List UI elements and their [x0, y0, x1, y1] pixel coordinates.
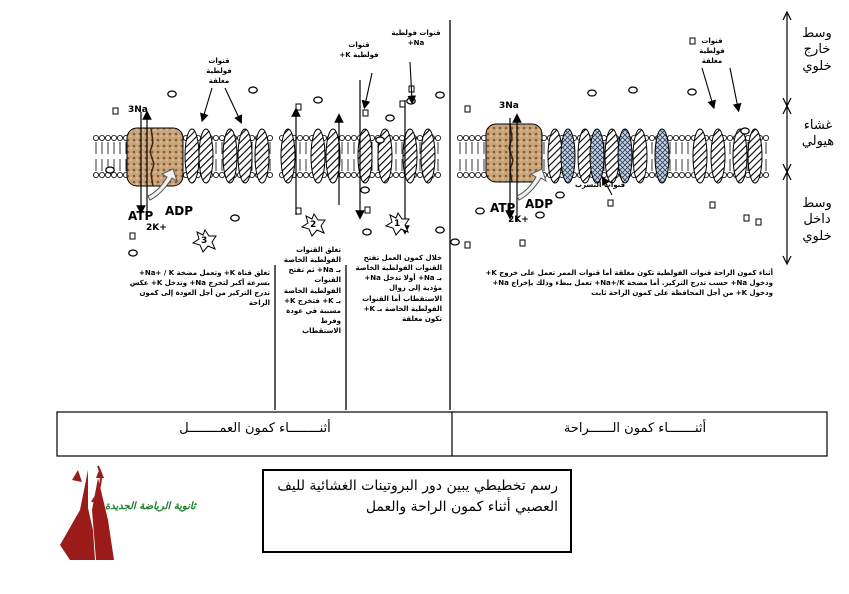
lipid-head: [99, 135, 104, 140]
label-gated-closed-right: قنوات فولطية مغلقة: [699, 37, 725, 66]
lipid-head: [457, 172, 462, 177]
ion-square: [113, 108, 118, 114]
ion-oval: [436, 92, 444, 98]
step-2-number: 2: [310, 220, 317, 230]
lipid-head: [117, 135, 122, 140]
lipid-head: [727, 172, 732, 177]
lipid-head: [345, 172, 350, 177]
lipid-head: [297, 135, 302, 140]
lipid-head: [475, 172, 480, 177]
ion-square: [520, 240, 525, 246]
lipid-head: [727, 135, 732, 140]
ion-oval: [231, 215, 239, 221]
k2-label-right: 2K+: [508, 215, 529, 225]
lipid-head: [219, 172, 224, 177]
gated-channel: [605, 129, 619, 183]
lipid-head: [417, 135, 422, 140]
lipid-head: [105, 135, 110, 140]
ion-oval: [106, 167, 114, 173]
description-rest: أثناء كمون الراحة قنوات الفولطية تكون مغلقة أما قنوات الممر تعمل على خروج K+ ودخول Na+ حسب تدرج التركيز. أما مضخة Na+/K+ تعمل ببطء وذلك بإخراج Na+ ودخول K+ من أجل المحافظة على كمون الراحة ثابت: [485, 269, 773, 298]
lipid-head: [435, 172, 440, 177]
gated-channel: [311, 129, 325, 183]
ion-oval: [476, 208, 484, 214]
gated-channel: [421, 129, 435, 183]
ion-square: [296, 208, 301, 214]
lipid-head: [393, 172, 398, 177]
description-step-2: تغلق القنوات الفولطية الخاصة بـ Na+ ثم تفتح القنوات الفولطية الخاصة بـ K+ فتخرج K+ مسببة في عودة وفرط الاستقطاب: [283, 246, 341, 336]
ion-square: [608, 200, 613, 206]
description-step-3: تغلق قناة K+ وتعمل مضخة Na+ / K+ بسرعة أكبر لتخرج Na+ وتدخل K+ عكس تدرج التركيز من أجل العودة إلى كمون الراحة: [129, 269, 270, 308]
lipid-head: [303, 172, 308, 177]
lipid-head: [213, 135, 218, 140]
zone-membrane-label: غشاء هيولي: [801, 118, 835, 150]
ion-square: [400, 101, 405, 107]
label-k-gated: قنوات فولطية K+: [339, 41, 379, 60]
lipid-head: [351, 135, 356, 140]
gated-channel: [633, 129, 647, 183]
lipid-head: [417, 172, 422, 177]
gated-channel: [326, 129, 340, 183]
zone-inside-label: وسط داخل خلوي: [802, 196, 832, 244]
step-1-number: 1: [394, 219, 401, 229]
ion-oval: [588, 90, 596, 96]
gated-channel: [733, 129, 747, 183]
lipid-head: [213, 172, 218, 177]
lipid-head: [463, 135, 468, 140]
adp-label-left: ADP: [165, 204, 194, 218]
ion-oval: [314, 97, 322, 103]
k2-label-left: 2K+: [146, 223, 167, 233]
label-gated-closed-left: قنوات فولطية مغلقة: [206, 57, 232, 86]
lipid-head: [393, 135, 398, 140]
gated-channel: [711, 129, 725, 183]
lipid-head: [339, 172, 344, 177]
lipid-head: [399, 172, 404, 177]
lipid-head: [463, 172, 468, 177]
lipid-head: [399, 135, 404, 140]
ion-oval: [556, 192, 564, 198]
ion-square: [465, 106, 470, 112]
gated-channel: [281, 129, 295, 183]
lipid-head: [219, 135, 224, 140]
lipid-head: [111, 135, 116, 140]
lipid-head: [345, 135, 350, 140]
ion-oval: [741, 128, 749, 134]
lipid-head: [351, 172, 356, 177]
lipid-head: [667, 172, 672, 177]
lipid-head: [117, 172, 122, 177]
gated-channel: [748, 129, 762, 183]
lipid-head: [649, 172, 654, 177]
ion-square: [744, 215, 749, 221]
lipid-head: [457, 135, 462, 140]
lipid-head: [339, 135, 344, 140]
gated-channel: [255, 129, 269, 183]
leak-channel: [590, 129, 604, 183]
na3-label-right: 3Na: [499, 101, 519, 111]
lipid-head: [469, 135, 474, 140]
lipid-head: [93, 172, 98, 177]
table-rest-potential: أثنـــــــاء كمون الــــــراحة: [563, 421, 707, 436]
ion-oval: [168, 91, 176, 97]
logo-text: ثانوية الرياضة الجديدة: [105, 501, 196, 512]
ion-square: [363, 110, 368, 116]
lipid-head: [99, 172, 104, 177]
lipid-head: [667, 135, 672, 140]
ion-oval: [129, 250, 137, 256]
ion-square: [365, 207, 370, 213]
lipid-head: [673, 135, 678, 140]
diagram-title: رسم تخطيطي يبين دور البروتينات الغشائية لليف العصبي أثناء كمون الراحة والعمل: [262, 469, 572, 553]
atp-label-right: ATP: [490, 201, 516, 215]
ion-oval: [451, 239, 459, 245]
na3-label-left: 3Na: [128, 105, 148, 115]
description-step-1: خلال كمون العمل تفتح القنوات الفولطية الخاصة بـ Na+ أولا تدخل Na+ مؤدية إلى زوال الاستقطاب أما القنوات الفولطية الخاصة بـ K+ تكون مغلقة: [355, 254, 442, 323]
leak-channel: [655, 129, 669, 183]
ion-square: [756, 219, 761, 225]
label-na-gated: قنوات فولطية Na+: [391, 29, 441, 48]
gated-channel: [238, 129, 252, 183]
ion-square: [465, 242, 470, 248]
ion-oval: [361, 187, 369, 193]
lipid-head: [763, 135, 768, 140]
adp-label-right: ADP: [525, 197, 554, 211]
zone-outside-label: وسط خارج خلوي: [802, 26, 832, 74]
lipid-head: [303, 135, 308, 140]
lipid-head: [267, 172, 272, 177]
lipid-head: [435, 135, 440, 140]
gated-channel: [199, 129, 213, 183]
lipid-head: [763, 172, 768, 177]
gated-channel: [693, 129, 707, 183]
label-leak-channels: قنوات التسرب: [575, 181, 626, 189]
ion-oval: [386, 115, 394, 121]
lipid-head: [267, 135, 272, 140]
ion-square: [130, 233, 135, 239]
ion-oval: [629, 87, 637, 93]
lipid-head: [679, 135, 684, 140]
gated-channel: [185, 129, 199, 183]
ion-oval: [249, 87, 257, 93]
ion-square: [710, 202, 715, 208]
atp-label-left: ATP: [128, 209, 154, 223]
gated-channel: [223, 129, 237, 183]
ion-oval: [363, 229, 371, 235]
table-action-potential: أثنــــــــاء كمون العمــــــــل: [179, 421, 331, 436]
lipid-head: [93, 135, 98, 140]
leak-channel: [618, 129, 632, 183]
step-3-number: 3: [201, 236, 208, 246]
lipid-head: [673, 172, 678, 177]
ion-oval: [407, 98, 415, 104]
lipid-head: [685, 172, 690, 177]
leak-channel: [561, 129, 575, 183]
ion-oval: [688, 89, 696, 95]
lipid-head: [297, 172, 302, 177]
gated-channel: [548, 129, 562, 183]
lipid-head: [649, 135, 654, 140]
lipid-head: [469, 172, 474, 177]
lipid-head: [475, 135, 480, 140]
lipid-head: [679, 172, 684, 177]
ion-oval: [376, 137, 384, 143]
ion-oval: [436, 227, 444, 233]
lipid-head: [685, 135, 690, 140]
ion-square: [296, 104, 301, 110]
